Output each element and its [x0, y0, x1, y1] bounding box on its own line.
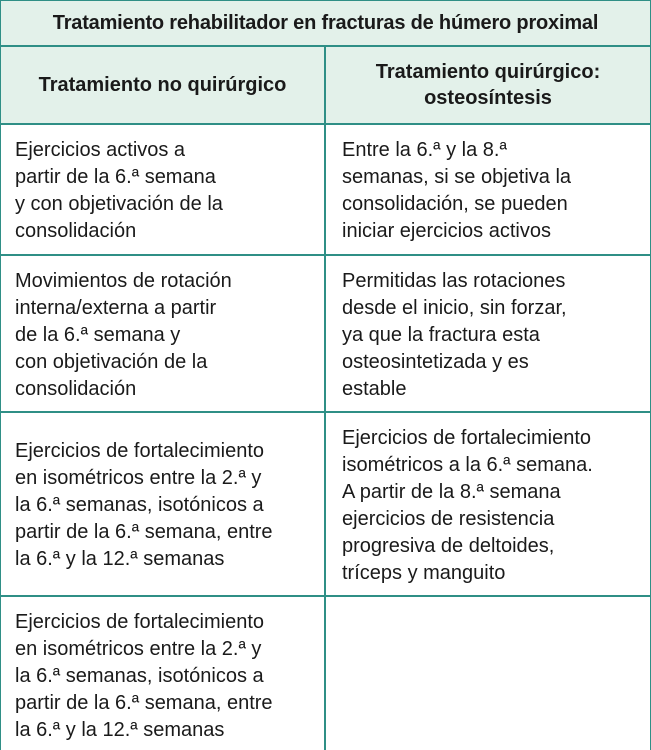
cell-line: la 6.ª semanas, isotónicos a [15, 665, 264, 687]
cell-line: semanas, si se objetiva la [342, 166, 572, 188]
cell-line: en isométricos entre la 2.ª y [15, 638, 262, 660]
table-title [1, 0, 650, 47]
cell-line: y con objetivación de la [15, 193, 223, 215]
cell-line: consolidación [15, 378, 137, 400]
cell-line: ya que la fractura esta [342, 324, 540, 346]
cell-line: Permitidas las rotaciones [342, 270, 566, 292]
table-row [1, 597, 650, 750]
cell-line: tríceps y manguito [342, 562, 506, 584]
cell-line: partir de la 6.ª semana, entre [15, 692, 273, 714]
header-surgical [326, 47, 650, 123]
cell-line: Ejercicios de fortalecimiento [15, 611, 264, 633]
cell-line: consolidación [15, 220, 137, 242]
cell-line: Ejercicios activos a [15, 139, 186, 161]
cell-line: desde el inicio, sin forzar, [342, 297, 567, 319]
cell-surgical-empty [326, 597, 650, 750]
cell-line: osteosintetizada y es [342, 351, 529, 373]
table-header-row [1, 47, 650, 125]
cell-line: Ejercicios de fortalecimiento [342, 427, 591, 449]
cell-line: ejercicios de resistencia [342, 508, 555, 530]
cell-non-surgical [1, 413, 326, 595]
cell-line: interna/externa a partir [15, 297, 217, 319]
header-surgical-line: Tratamiento quirúrgico: [375, 61, 601, 83]
cell-line: A partir de la 8.ª semana [342, 481, 561, 503]
cell-line: Entre la 6.ª y la 8.ª [342, 139, 507, 161]
cell-line: en isométricos entre la 2.ª y [15, 467, 262, 489]
cell-surgical [326, 256, 650, 411]
cell-non-surgical [1, 256, 326, 411]
cell-line: iniciar ejercicios activos [342, 220, 551, 242]
cell-line: partir de la 6.ª semana, entre [15, 521, 273, 543]
table-row [1, 125, 650, 256]
cell-line: de la 6.ª semana y [15, 324, 181, 346]
header-non-surgical-text: Tratamiento no quirúrgico [38, 74, 287, 96]
cell-surgical [326, 125, 650, 254]
cell-surgical [326, 413, 650, 595]
cell-line: la 6.ª semanas, isotónicos a [15, 494, 264, 516]
cell-line: isométricos a la 6.ª semana. [342, 454, 593, 476]
cell-line: estable [342, 378, 407, 400]
cell-line: partir de la 6.ª semana [15, 166, 216, 188]
table-row [1, 413, 650, 597]
table-row [1, 256, 650, 413]
header-surgical-line: osteosíntesis [424, 87, 552, 109]
header-non-surgical [1, 47, 326, 123]
cell-line: Movimientos de rotación [15, 270, 232, 292]
cell-line: la 6.ª y la 12.ª semanas [15, 548, 225, 570]
table-title-text: Tratamiento rehabilitador en fracturas de húmero proximal [52, 11, 599, 34]
cell-line: consolidación, se pueden [342, 193, 568, 215]
cell-line: con objetivación de la [15, 351, 208, 373]
cell-line: Ejercicios de fortalecimiento [15, 440, 264, 462]
cell-non-surgical [1, 597, 326, 750]
cell-non-surgical [1, 125, 326, 254]
cell-line: progresiva de deltoides, [342, 535, 555, 557]
cell-line: la 6.ª y la 12.ª semanas [15, 719, 225, 741]
